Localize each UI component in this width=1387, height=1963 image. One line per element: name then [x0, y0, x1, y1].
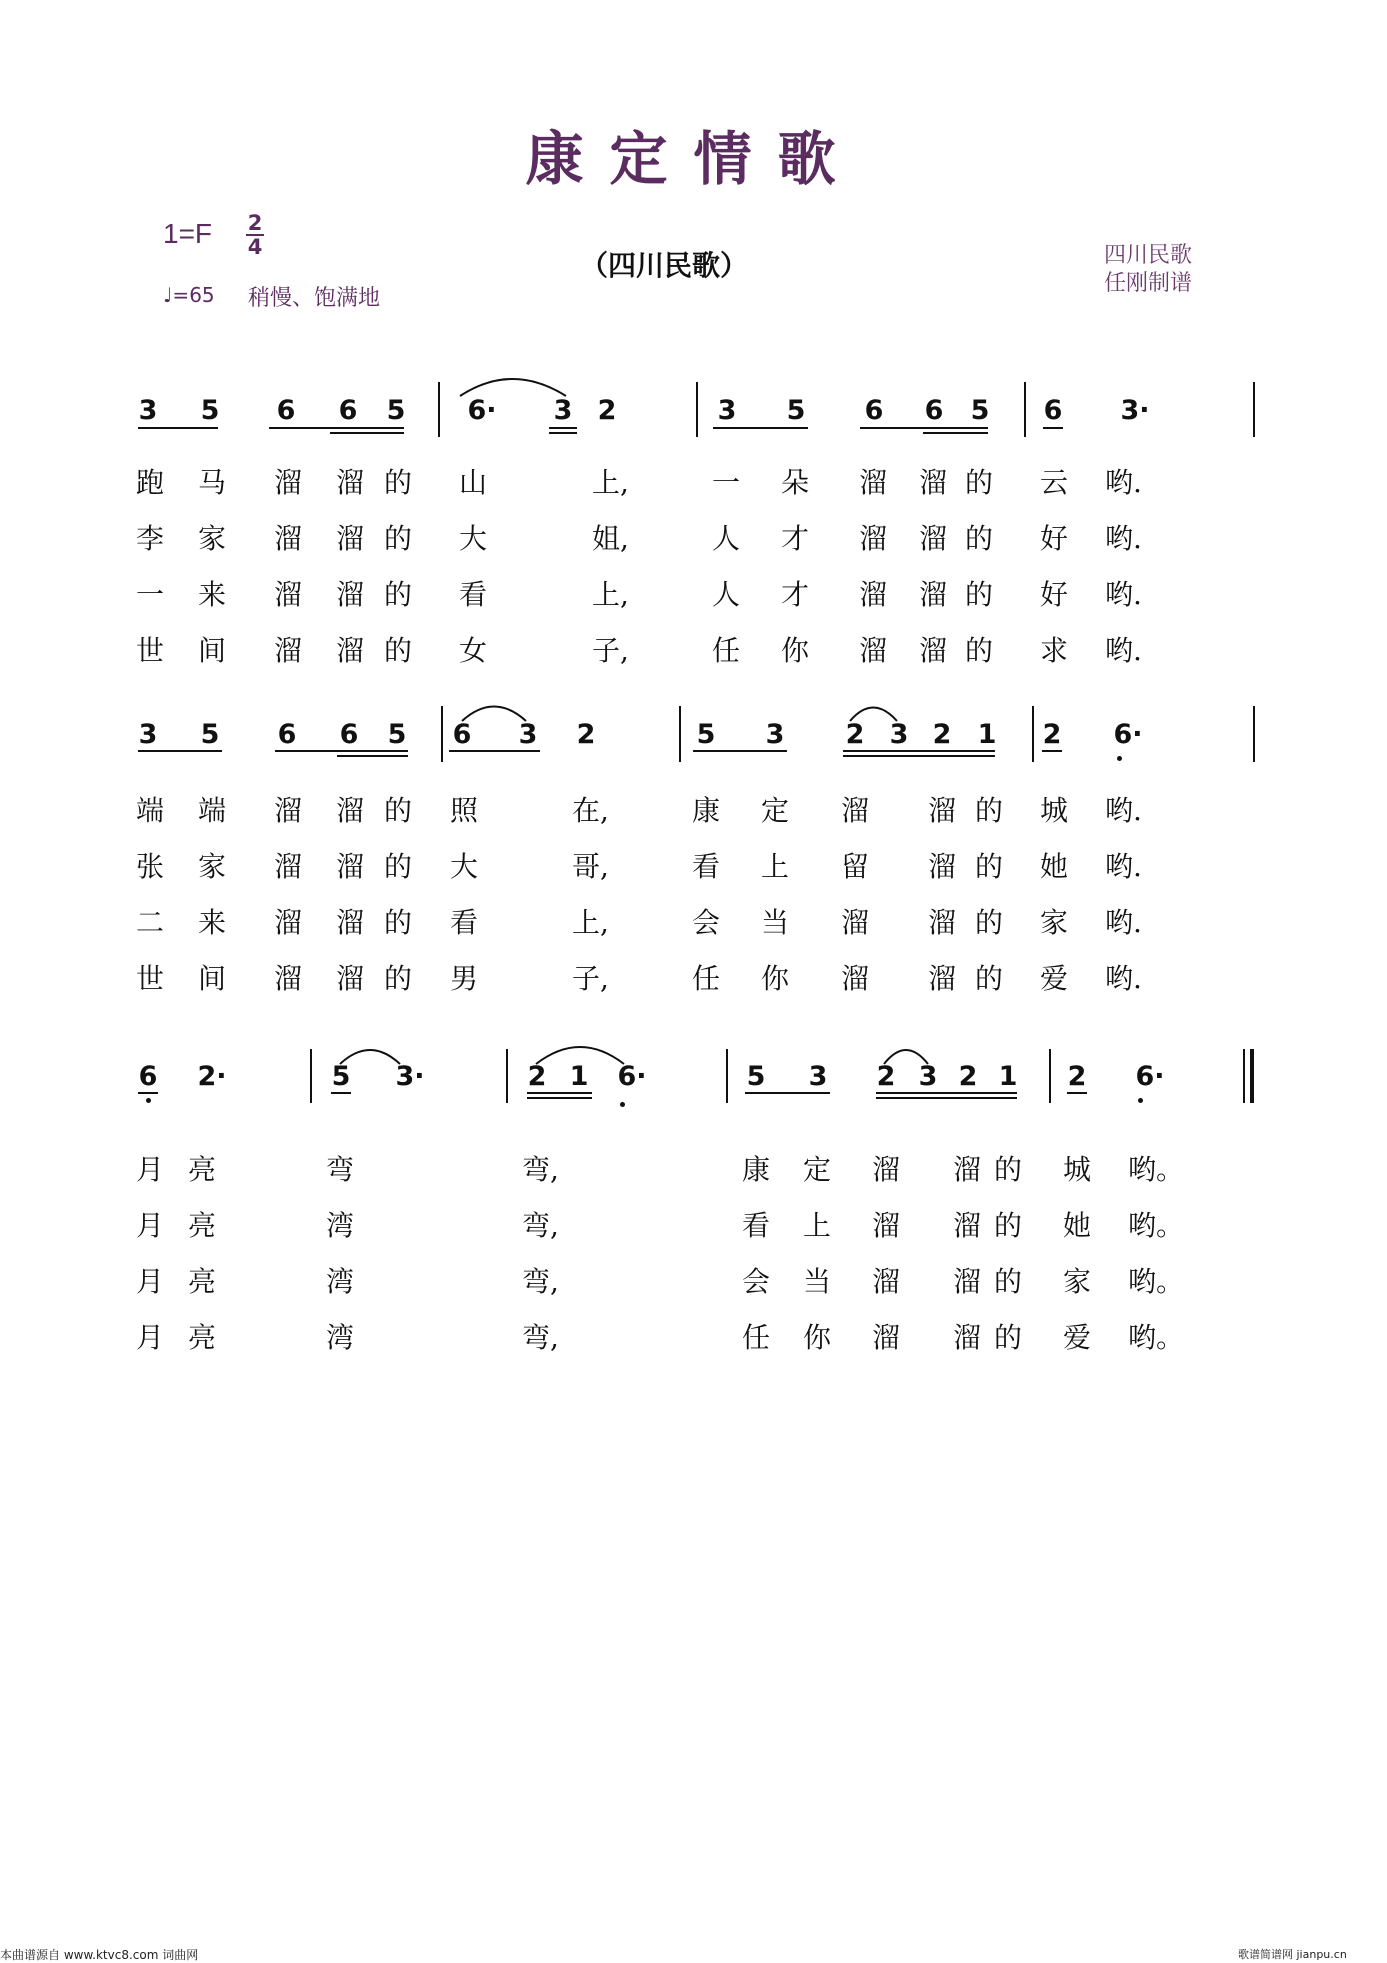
lyric-char: 的 [975, 906, 1004, 939]
lyric-char: 马 [198, 466, 227, 499]
lyric-char: 任 [742, 1321, 771, 1354]
lyric-char: 溜 [274, 794, 303, 827]
lyric-char: 一 [136, 578, 165, 611]
lyric-char: 弯 [326, 1153, 355, 1186]
lyric-char: 哟. [1105, 634, 1142, 667]
lyric-char: 家 [198, 522, 227, 555]
note: 3 [918, 1061, 938, 1092]
lyric-char: 哟. [1105, 962, 1142, 995]
lyric-char: 端 [136, 794, 165, 827]
lyric-char: 哟. [1105, 466, 1142, 499]
lyric-char: 的 [384, 578, 413, 611]
lyric-char: 跑 [136, 466, 165, 499]
lyric-char: 溜 [336, 962, 365, 995]
lyric-char: 一 [712, 466, 741, 499]
lyric-char: 好 [1040, 578, 1069, 611]
lyric-char: 溜 [919, 466, 948, 499]
lyric-char: 哟. [1105, 522, 1142, 555]
lyric-char: 溜 [919, 634, 948, 667]
lyric-char: 世 [136, 962, 165, 995]
lyric-char: 月 [136, 1209, 165, 1242]
lyric-char: 哟。 [1128, 1265, 1185, 1298]
lyric-char: 溜 [928, 962, 957, 995]
lyric-char: 定 [803, 1153, 832, 1186]
note: 2 [576, 719, 596, 750]
lyric-char: 的 [384, 466, 413, 499]
lyric-char: 女 [459, 634, 488, 667]
lyric-char: 任 [692, 962, 721, 995]
note: 6 [339, 719, 359, 750]
lyric-char: 的 [384, 850, 413, 883]
lyric-char: 溜 [841, 962, 870, 995]
note: 2 [845, 719, 865, 750]
lyric-char: 哟. [1105, 850, 1142, 883]
lyric-char: 你 [761, 962, 790, 995]
lyric-char: 溜 [841, 794, 870, 827]
lyric-char: 溜 [928, 794, 957, 827]
lyric-char: 看 [742, 1209, 771, 1242]
lyric-char: 当 [761, 906, 790, 939]
note: 3 [553, 395, 573, 426]
lyric-char: 的 [384, 962, 413, 995]
lyric-char: 亮 [188, 1265, 217, 1298]
lyric-char: 溜 [274, 962, 303, 995]
lyric-char: 溜 [274, 578, 303, 611]
lyric-char: 溜 [274, 850, 303, 883]
lyric-char: 亮 [188, 1153, 217, 1186]
note: 2 [1067, 1061, 1087, 1092]
lyric-char: 溜 [872, 1209, 901, 1242]
lyric-char: 爱 [1040, 962, 1069, 995]
lyric-char: 溜 [953, 1153, 982, 1186]
lyric-char: 溜 [336, 794, 365, 827]
note: 6 [277, 719, 297, 750]
lyric-char: 山 [459, 466, 488, 499]
note: 5 [331, 1061, 351, 1092]
lyric-char: 留 [841, 850, 870, 883]
note: 6· [467, 395, 497, 426]
lyric-char: 溜 [919, 522, 948, 555]
lyric-char: 大 [450, 850, 479, 883]
lyric-char: 弯, [522, 1321, 559, 1354]
lyric-char: 溜 [919, 578, 948, 611]
lyric-char: 哟。 [1128, 1153, 1185, 1186]
lyric-char: 哟。 [1128, 1321, 1185, 1354]
key-signature: 1=F [163, 218, 213, 249]
lyric-char: 溜 [872, 1321, 901, 1354]
lyric-char: 溜 [872, 1153, 901, 1186]
note: 5 [200, 395, 220, 426]
lyric-char: 弯, [522, 1209, 559, 1242]
lyric-char: 哟. [1105, 794, 1142, 827]
lyric-char: 家 [1063, 1265, 1092, 1298]
lyric-char: 的 [975, 850, 1004, 883]
octave-dot [1117, 756, 1122, 761]
note: 2 [958, 1061, 978, 1092]
lyric-char: 间 [198, 962, 227, 995]
note: 3 [138, 395, 158, 426]
note: 3 [717, 395, 737, 426]
lyric-char: 溜 [872, 1265, 901, 1298]
note: 2· [197, 1061, 227, 1092]
lyric-char: 月 [136, 1321, 165, 1354]
lyric-char: 溜 [274, 634, 303, 667]
lyric-char: 会 [692, 906, 721, 939]
lyric-char: 端 [198, 794, 227, 827]
lyric-char: 溜 [336, 578, 365, 611]
note: 2 [597, 395, 617, 426]
lyric-char: 溜 [274, 906, 303, 939]
lyric-char: 湾 [326, 1209, 355, 1242]
lyric-char: 亮 [188, 1209, 217, 1242]
lyric-char: 的 [975, 794, 1004, 827]
note: 2 [932, 719, 952, 750]
tempo-description: 稍慢、饱满地 [248, 286, 381, 311]
watermark: 歌谱简谱网 jianpu.cn [1238, 1948, 1347, 1961]
note: 6· [1113, 719, 1143, 750]
note: 6· [1135, 1061, 1165, 1092]
lyric-char: 子, [572, 962, 609, 995]
lyric-char: 湾 [326, 1265, 355, 1298]
lyric-char: 湾 [326, 1321, 355, 1354]
lyric-char: 间 [198, 634, 227, 667]
lyric-char: 康 [692, 794, 721, 827]
lyric-char: 家 [1040, 906, 1069, 939]
lyric-char: 的 [975, 962, 1004, 995]
note: 6 [138, 1061, 158, 1092]
note: 5 [746, 1061, 766, 1092]
lyric-char: 溜 [274, 466, 303, 499]
origin-text: 四川民歌 [1104, 243, 1193, 268]
lyric-char: 哟. [1105, 906, 1142, 939]
note: 1 [569, 1061, 589, 1092]
note: 3 [808, 1061, 828, 1092]
lyric-char: 溜 [859, 634, 888, 667]
arranger-text: 任刚制谱 [1104, 271, 1193, 296]
meter-top: 2 [247, 211, 263, 235]
lyric-char: 溜 [953, 1321, 982, 1354]
note: 5 [386, 395, 406, 426]
lyric-char: 康 [742, 1153, 771, 1186]
lyric-char: 溜 [336, 850, 365, 883]
note: 5 [200, 719, 220, 750]
lyric-char: 的 [994, 1265, 1023, 1298]
lyric-char: 月 [136, 1153, 165, 1186]
lyric-char: 溜 [336, 466, 365, 499]
note: 3 [889, 719, 909, 750]
lyric-char: 看 [692, 850, 721, 883]
lyric-char: 溜 [336, 906, 365, 939]
lyric-char: 在, [572, 794, 609, 827]
lyric-char: 上 [803, 1209, 832, 1242]
lyric-char: 大 [459, 522, 488, 555]
lyric-char: 爱 [1063, 1321, 1092, 1354]
octave-dot [1138, 1098, 1143, 1103]
note: 5 [696, 719, 716, 750]
lyric-char: 她 [1063, 1209, 1092, 1242]
note: 5 [387, 719, 407, 750]
lyric-char: 你 [803, 1321, 832, 1354]
octave-dot [146, 1098, 151, 1103]
lyric-char: 的 [994, 1153, 1023, 1186]
lyric-char: 溜 [274, 522, 303, 555]
lyric-char: 来 [198, 906, 227, 939]
note: 3 [138, 719, 158, 750]
lyric-char: 的 [994, 1209, 1023, 1242]
note: 6 [1043, 395, 1063, 426]
lyric-char: 张 [136, 850, 165, 883]
lyric-char: 溜 [953, 1209, 982, 1242]
meter-bottom: 4 [247, 235, 263, 259]
note: 3 [518, 719, 538, 750]
note: 2 [876, 1061, 896, 1092]
lyric-char: 二 [136, 906, 165, 939]
lyric-char: 照 [450, 794, 479, 827]
lyric-char: 弯, [522, 1153, 559, 1186]
note: 5 [970, 395, 990, 426]
octave-dot [620, 1102, 625, 1107]
lyric-char: 当 [803, 1265, 832, 1298]
lyric-char: 的 [384, 522, 413, 555]
lyric-char: 的 [994, 1321, 1023, 1354]
note: 3· [1120, 395, 1150, 426]
lyric-char: 人 [712, 522, 741, 555]
note: 2 [527, 1061, 547, 1092]
lyric-char: 溜 [953, 1265, 982, 1298]
lyric-char: 人 [712, 578, 741, 611]
note: 6 [864, 395, 884, 426]
lyric-char: 的 [965, 522, 994, 555]
lyric-char: 溜 [336, 522, 365, 555]
lyric-char: 溜 [928, 850, 957, 883]
lyric-char: 上 [761, 850, 790, 883]
lyric-char: 溜 [336, 634, 365, 667]
note: 6 [452, 719, 472, 750]
lyric-char: 李 [136, 522, 165, 555]
song-title: 康定情歌 [525, 125, 862, 193]
lyric-char: 亮 [188, 1321, 217, 1354]
lyric-char: 才 [781, 522, 810, 555]
lyric-char: 云 [1040, 466, 1069, 499]
lyric-char: 溜 [859, 466, 888, 499]
lyric-char: 的 [965, 634, 994, 667]
lyric-char: 的 [384, 634, 413, 667]
lyric-char: 会 [742, 1265, 771, 1298]
note: 5 [786, 395, 806, 426]
lyric-char: 你 [781, 634, 810, 667]
lyric-char: 溜 [859, 522, 888, 555]
note: 6 [924, 395, 944, 426]
lyric-char: 上, [572, 906, 609, 939]
lyric-char: 哟. [1105, 578, 1142, 611]
note: 3· [395, 1061, 425, 1092]
lyric-char: 才 [781, 578, 810, 611]
lyric-char: 定 [761, 794, 790, 827]
lyric-char: 月 [136, 1265, 165, 1298]
note: 2 [1042, 719, 1062, 750]
lyric-char: 看 [450, 906, 479, 939]
lyric-char: 的 [384, 794, 413, 827]
lyric-char: 世 [136, 634, 165, 667]
note: 1 [977, 719, 997, 750]
lyric-char: 弯, [522, 1265, 559, 1298]
lyric-char: 朵 [781, 466, 810, 499]
lyric-char: 城 [1040, 794, 1069, 827]
source-note: 本曲谱源自 www.ktvc8.com 词曲网 [0, 1948, 199, 1962]
lyric-char: 溜 [928, 906, 957, 939]
note: 6 [338, 395, 358, 426]
note: 6· [617, 1061, 647, 1092]
note: 3 [765, 719, 785, 750]
lyric-char: 溜 [841, 906, 870, 939]
lyric-char: 看 [459, 578, 488, 611]
lyric-char: 男 [450, 962, 479, 995]
lyric-char: 来 [198, 578, 227, 611]
lyric-char: 子, [592, 634, 629, 667]
lyric-char: 的 [965, 578, 994, 611]
lyric-char: 家 [198, 850, 227, 883]
lyric-char: 的 [965, 466, 994, 499]
note: 6 [276, 395, 296, 426]
lyric-char: 姐, [592, 522, 629, 555]
lyric-char: 任 [712, 634, 741, 667]
lyric-char: 好 [1040, 522, 1069, 555]
lyric-char: 城 [1063, 1153, 1092, 1186]
lyric-char: 哥, [572, 850, 609, 883]
lyric-char: 她 [1040, 850, 1069, 883]
subtitle: （四川民歌） [580, 249, 749, 282]
lyric-char: 求 [1040, 634, 1069, 667]
lyric-char: 上, [592, 578, 629, 611]
lyric-char: 的 [384, 906, 413, 939]
note: 1 [998, 1061, 1018, 1092]
lyric-char: 哟。 [1128, 1209, 1185, 1242]
tempo-mark: ♩=65 [163, 283, 215, 307]
lyric-char: 上, [592, 466, 629, 499]
lyric-char: 溜 [859, 578, 888, 611]
